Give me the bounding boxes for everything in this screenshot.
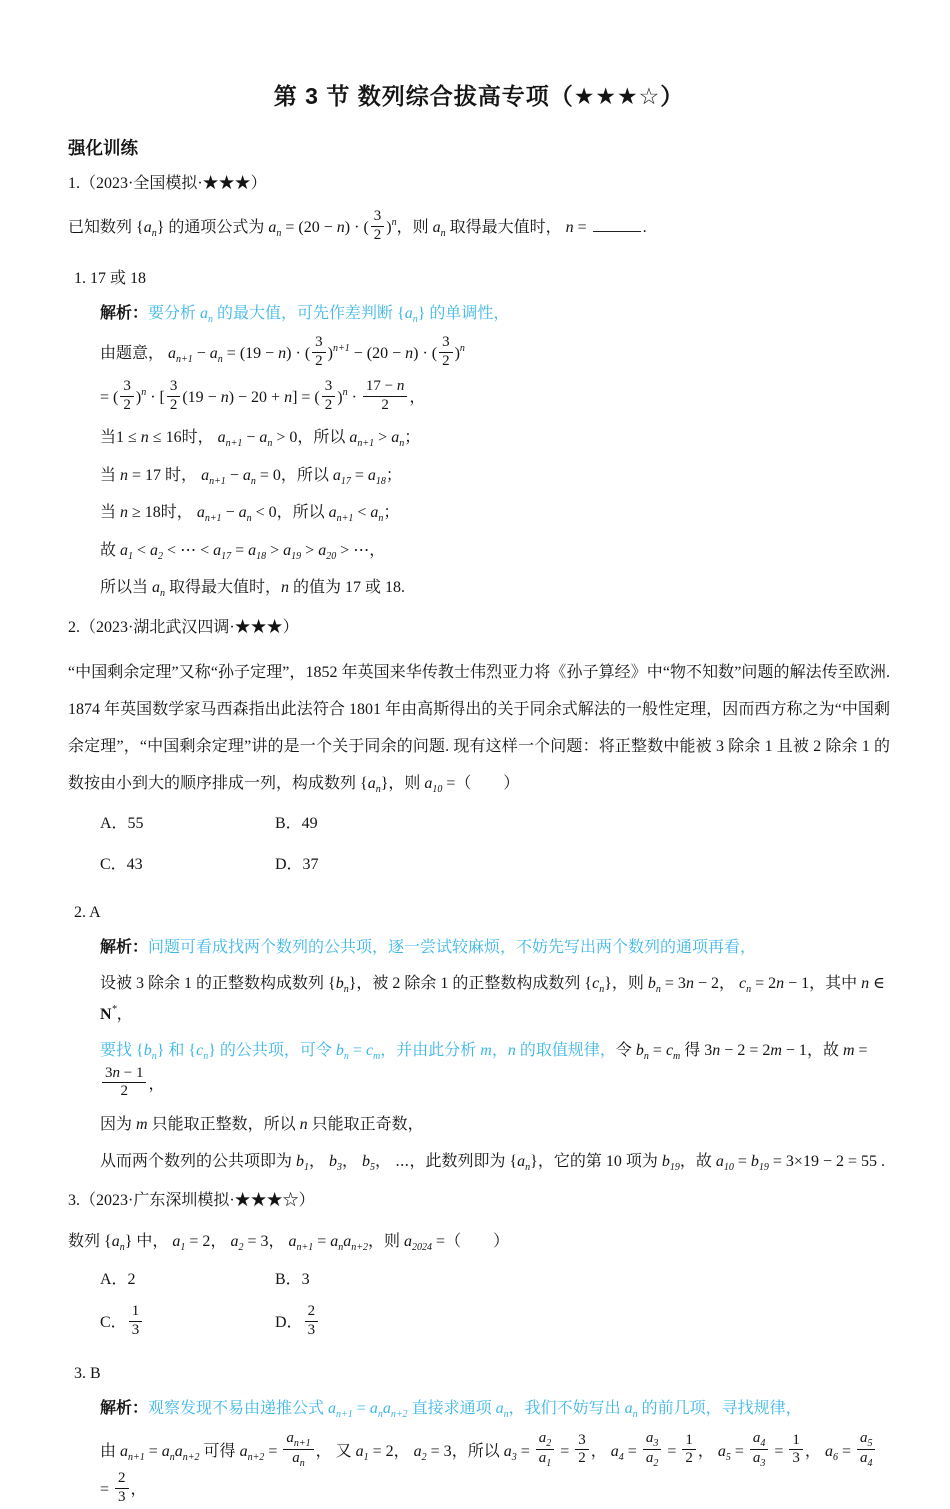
option-b: B．3	[275, 1270, 310, 1288]
problem-1	[68, 172, 890, 604]
fraction: $\frac{2}{3}$	[305, 1303, 319, 1339]
solution-line: 故 $a_1 < a_2$ < ⋯ < $a_{17} = a_{18} > a_{19} > a_{20}$ > ⋯，	[100, 541, 386, 562]
fraction: $\frac{1}{2}$	[682, 1432, 696, 1468]
fraction: $\frac{a_{n+1}}{a_n}$	[283, 1430, 313, 1471]
problem-2-solution	[100, 933, 890, 1178]
solution-line: 由题意， $a_{n+1} - a_n = (19 - n)$ · ( $\frac{3}{2}$ )$^{n+1}$ − (20 − n) · ( $\frac{3}{2}$ )$^n$	[100, 334, 465, 370]
solution-line: 因为 m 只能取正整数，所以 n 只能取正奇数，	[100, 1116, 424, 1134]
problem-2-answer: 2. A	[74, 903, 101, 921]
option-c: C．43	[100, 855, 143, 873]
fraction: $\frac{3n - 1}{2}$	[102, 1065, 146, 1101]
fraction: $\frac{3}{2}$	[312, 334, 326, 370]
problem-1-solution	[100, 299, 890, 604]
fraction: $\frac{1}{3}$	[129, 1303, 143, 1339]
section-heading: 强化训练	[68, 138, 138, 158]
fraction: $\frac{17 - n}{2}$	[363, 378, 407, 414]
fraction: $\frac{2}{3}$	[115, 1470, 129, 1506]
problem-2-options	[100, 809, 890, 880]
problem-3-solution	[100, 1394, 890, 1508]
hint-text: 问题可看成找两个数列的公共项，逐一尝试较麻烦，不妨先写出两个数列的通项再看，	[148, 938, 757, 956]
solution-line: 当1 ≤ n ≤ 16时， $a_{n+1} - a_n > 0$，所以 $a_{n+1} > a_n$；	[100, 429, 421, 450]
problem-1-header: 1.（2023·全国模拟·★★★）	[68, 175, 267, 192]
solution-line: 由 $a_{n+1} = a_na_{n+2}$ 可得 $a_{n+2}$ = $\frac{a_{n+1}}{a_n}$ ， 又 $a_1 = 2$， $a_2 = 3$，所以 $a_3$ = $\frac{a_2}{a_1}$ = $\frac{3}{2}$ ， $a_4$ = $\frac{a_3}{a_2}$ = $\frac{1}{2}$ ， $a_5$ = $\frac{a_4}{a_3}$ = $\frac{1}{3}$ ， $a_6$ = $\frac{a_5}{a_4}$ = $\frac{2}{3}$ ，	[100, 1432, 890, 1509]
problem-3-header: 3.（2023·广东深圳模拟·★★★☆）	[68, 1192, 315, 1210]
solution-line: 从而两个数列的公共项即为 $b_1$， $b_3$， $b_5$， ⋯，此数列即为 $\{a_n\}$，它的第 10 项为 $b_{19}$，故 $a_{10} = b_{19} = 3\times 19 - 2 = 55$ .	[100, 1152, 885, 1173]
solution-line: 解析：观察发现不易由递推公式 $a_{n+1} = a_na_{n+2}$ 直接求通项 $a_n$，我们不妨写出 $a_n$ 的前几项，寻找规律，	[100, 1400, 802, 1421]
hint-text: 要找 $\{b_n\}$ 和 $\{c_n\}$ 的公共项，可令 $b_n = c_m$，并由此分析 m，n 的取值规律，	[100, 1042, 616, 1063]
problem-3-answer: 3. B	[74, 1365, 101, 1383]
solution-line: 当 n ≥ 18时， $a_{n+1} - a_n < 0$，所以 $a_{n+1} < a_n$；	[100, 504, 400, 525]
option-b: B．49	[275, 815, 318, 833]
fraction: $\frac{3}{2}$	[322, 378, 336, 414]
answer-blank	[593, 217, 641, 232]
fraction: $\frac{3}{2}$	[439, 334, 453, 370]
problem-3	[68, 1189, 890, 1508]
solution-line: 解析：要分析 $a_n$ 的最大值，可先作差判断 $\{a_n\}$ 的单调性，	[100, 304, 510, 325]
option-a: A．55	[100, 815, 144, 833]
solution-line: 要找 $\{b_n\}$ 和 $\{c_n\}$ 的公共项，可令 $b_n = c_m$，并由此分析 m，n 的取值规律，令 $b_n = c_m$ 得 3n − 2 = 2m − 1，故 m = $\frac{3n - 1}{2}$ ，	[100, 1042, 868, 1100]
problem-1-answer: 1. 17 或 18	[74, 270, 147, 288]
option-a: A．2	[100, 1270, 136, 1288]
solution-line: 设被 3 除余 1 的正整数构成数列 $\{b_n\}$，被 2 除余 1 的正整数构成数列 $\{c_n\}$，则 $b_n = 3n - 2$， $c_n = 2n - 1$，其中 n ∈ N*，	[100, 975, 886, 1023]
problem-1-statement: 已知数列 $\{a_n\}$ 的通项公式为 $a_n = (20 - n)$ · ( $\frac{3}{2}$ )$^n$，则 $a_n$ 取得最大值时， n = .	[68, 208, 647, 243]
problem-2-header: 2.（2023·湖北武汉四调·★★★）	[68, 618, 299, 636]
fraction: $\frac{3}{2}$	[371, 208, 385, 244]
fraction: $\frac{3}{2}$	[120, 378, 134, 414]
problem-3-statement: 数列 $\{a_n\}$ 中， $a_1 = 2$， $a_2 = 3$， $a_{n+1} = a_na_{n+2}$，则 $a_{2024}$ =（ ）	[68, 1233, 510, 1254]
solution-line: 解析：问题可看成找两个数列的公共项，逐一尝试较麻烦，不妨先写出两个数列的通项再看，	[100, 938, 757, 956]
fraction: $\frac{3}{2}$	[575, 1432, 589, 1468]
solution-line: 当 n = 17 时， $a_{n+1} - a_n = 0$，所以 $a_{17} = a_{18}$；	[100, 466, 402, 487]
fraction: $\frac{a_4}{a_3}$	[750, 1430, 769, 1471]
fraction: $\frac{1}{3}$	[789, 1432, 803, 1468]
solution-line: = ( $\frac{3}{2}$ )$^n$ · [ $\frac{3}{2}$ (19 − n) − 20 + n] = ( $\frac{3}{2}$ )$^n$ · $\frac{17 - n}{2}$ ，	[100, 377, 426, 413]
fraction: $\frac{a_2}{a_1}$	[536, 1430, 555, 1471]
problem-2	[68, 616, 890, 1177]
fraction: $\frac{a_5}{a_4}$	[857, 1430, 876, 1471]
option-d: D．37	[275, 855, 319, 873]
page-title: 第 3 节 数列综合拔高专项（★★★☆）	[273, 83, 685, 109]
hint-text: 观察发现不易由递推公式 $a_{n+1} = a_na_{n+2}$ 直接求通项 $a_n$，我们不妨写出 $a_n$ 的前几项，寻找规律，	[148, 1400, 802, 1421]
problem-2-statement: “中国剩余定理”又称“孙子定理”，1852 年英国来华传教士伟烈亚力将《孙子算经》中“物不知数”问题的解法传至欧洲. 1874 年英国数学家马西森指出此法符合 1801 年由高斯得出的关于同余式解法的一般性定理，因而西方称之为“中国剩余定理”，“中国剩余定理”讲的是一个关于同余的问题. 现有这样一个问题：将正整数中能被 3 除余 1 且被 2 除余 1 的数按由小到大的顺序排成一列，构成数列 $\{a_n\}$，则 $a_{10}$ =（ ）	[68, 663, 890, 796]
option-d: D． $\frac{2}{3}$	[275, 1305, 890, 1341]
fraction: $\frac{3}{2}$	[167, 378, 181, 414]
option-c: C． $\frac{1}{3}$	[100, 1305, 275, 1341]
fraction: $\frac{a_3}{a_2}$	[643, 1430, 662, 1471]
problem-3-options	[100, 1265, 890, 1342]
solution-line: 所以当 $a_n$ 取得最大值时，n 的值为 17 或 18.	[100, 579, 406, 600]
hint-text: 要分析 $a_n$ 的最大值，可先作差判断 $\{a_n\}$ 的单调性，	[148, 304, 510, 325]
